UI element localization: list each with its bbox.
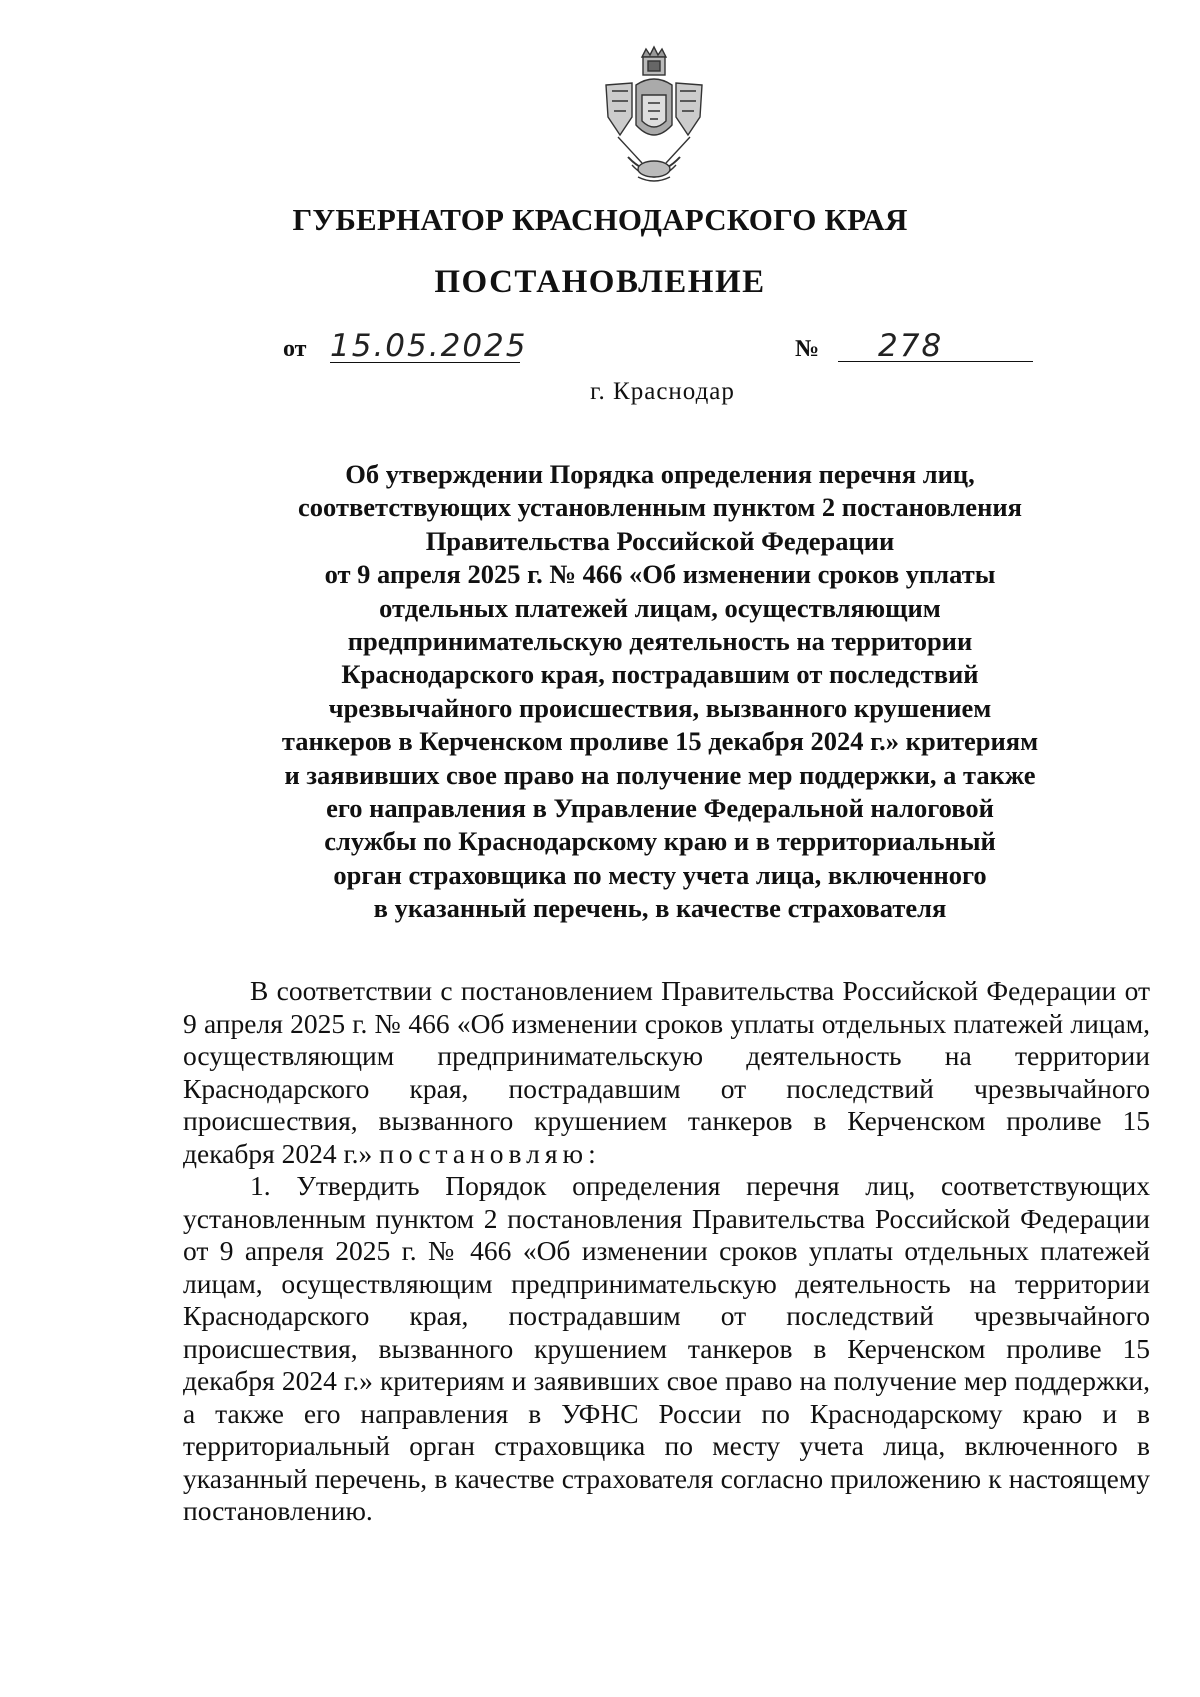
heading-line: в указанный перечень, в качестве страхователя <box>373 893 947 924</box>
document-date: 15.05.2025 <box>330 328 528 364</box>
heading-line: службы по Краснодарскому краю и в территориальный <box>324 826 996 857</box>
heading-line: предпринимательскую деятельность на территории <box>347 626 973 657</box>
heading-line: Правительства Российской Федерации <box>425 525 895 556</box>
preamble-paragraph <box>183 975 1150 1170</box>
heading-line: и заявивших свое право на получение мер поддержки, а также <box>284 759 1036 790</box>
heading-line: соответствующих установленным пунктом 2 постановления <box>298 492 1022 523</box>
document-body <box>183 975 1150 1528</box>
city-label: г. Краснодар <box>590 378 735 405</box>
number-prefix: № <box>795 336 820 362</box>
heading-line: Краснодарского края, пострадавшим от последствий <box>341 659 979 690</box>
item-1-paragraph: 1. Утвердить Порядок определения перечня лиц, соответствующих установленным пунктом 2 постановления Правительства Российской Федерации от 9 апреля 2025 г. № 466 «Об изменении сроков уплаты отдельных платежей лицам, осуществляющим предпринимательскую деятельность на территории Краснодарского края, пострадавшим от последствий чрезвычайного происшествия, вызванного крушением танкеров в Керченском проливе 15 декабря 2024 г.» критериям и заявивших свое право на получение мер поддержки, а также его направления в УФНС России по Краснодарскому краю и в территориальный орган страховщика по месту учета лица, включенного в указанный перечень, в качестве страхователя согласно приложению к настоящему постановлению. <box>183 1170 1150 1526</box>
heading-line: танкеров в Керченском проливе 15 декабря 2024 г.» критериям <box>281 726 1039 757</box>
heading-line: от 9 апреля 2025 г. № 466 «Об изменении сроков уплаты <box>324 559 996 590</box>
document-heading <box>230 458 1090 926</box>
heading-line: чрезвычайного происшествия, вызванного крушением <box>328 692 992 723</box>
coat-of-arms-emblem <box>598 45 710 191</box>
authority-title: ГУБЕРНАТОР КРАСНОДАРСКОГО КРАЯ <box>292 202 908 237</box>
document-number: 278 <box>838 328 1033 362</box>
document-type: ПОСТАНОВЛЕНИЕ <box>434 264 766 300</box>
heading-line: отдельных платежей лицам, осуществляющим <box>379 592 941 623</box>
date-prefix: от <box>283 336 307 362</box>
heading-line: Об утверждении Порядка определения перечня лиц, <box>345 459 975 489</box>
decree-word: постановляю: <box>379 1137 601 1169</box>
heading-line: его направления в Управление Федеральной налоговой <box>326 793 994 824</box>
heading-line: орган страховщика по месту учета лица, включенного <box>333 859 987 890</box>
preamble-text: В соответствии с постановлением Правительства Российской Федерации от 9 апреля 2025 г. № 466 «Об изменении сроков уплаты отдельных платежей лицам, осуществляющим предпринимательскую деятельность на территории Краснодарского края, пострадавшим от последствий чрезвычайного происшествия, вызванного крушением танкеров в Керченском проливе 15 декабря 2024 г.» <box>183 975 1150 1169</box>
